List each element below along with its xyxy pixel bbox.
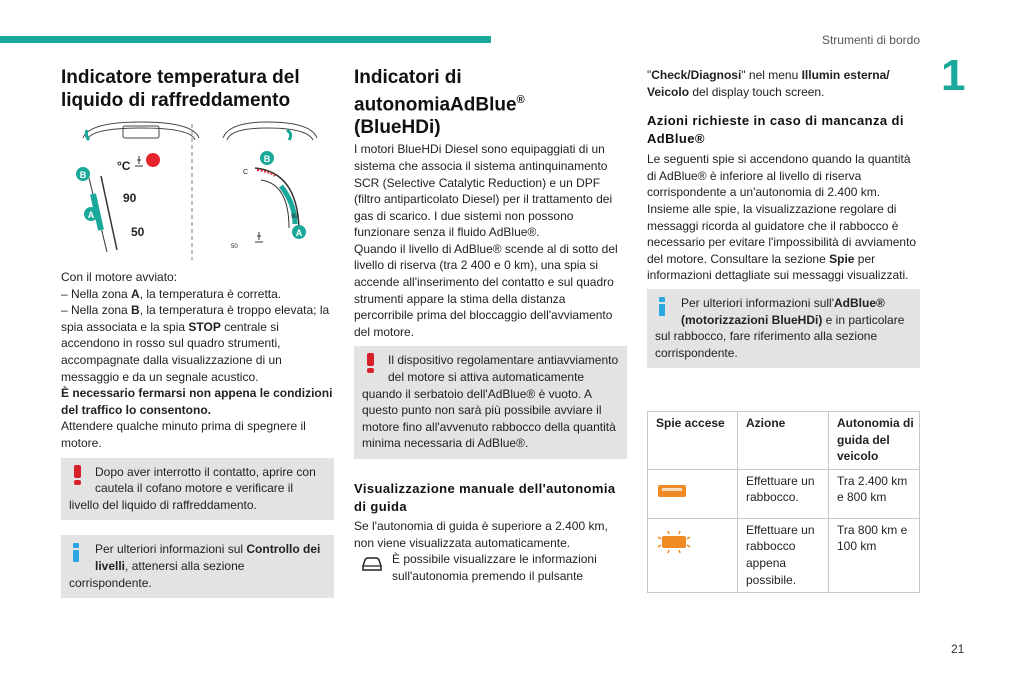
info-icon bbox=[655, 295, 681, 317]
column-adblue bbox=[354, 66, 627, 584]
svg-text:50: 50 bbox=[231, 244, 238, 250]
adblue-para3: Se l'autonomia di guida è superiore a 2.400 km, non viene visualizzata automaticamente. bbox=[354, 519, 608, 550]
coolant-warning-box: Dopo aver interrotto il contatto, aprire con cautela il cofano motore e verificare il livello del liquido di raffreddamento. bbox=[61, 458, 334, 521]
adblue-lamp-blink-cell bbox=[648, 518, 738, 592]
adblue-warning-box: Il dispositivo regolamentare antiavviamento del motore si attiva automaticamente quando il serbatoio dell'AdBlue® è vuoto. A questo punto non sarà più possibile avviare il motore fino all'avvenuto rabbocco della quantità minima necessaria di AdBlue®. bbox=[354, 346, 627, 459]
column-actions bbox=[647, 67, 920, 368]
cluster-right-icon bbox=[223, 122, 317, 140]
adblue-lamp-blinking-icon bbox=[656, 529, 692, 555]
svg-text:90: 90 bbox=[123, 191, 137, 205]
column-coolant bbox=[61, 66, 334, 598]
table-row bbox=[648, 518, 920, 592]
svg-text:C: C bbox=[243, 169, 249, 176]
page-number: 21 bbox=[951, 642, 965, 656]
svg-text:50: 50 bbox=[131, 225, 145, 239]
car-icon bbox=[360, 556, 384, 572]
adblue-title: Indicatori di autonomiaAdBlue® (BlueHDi) bbox=[354, 67, 525, 139]
action-cell: Effettuare un rabbocco appena possibile. bbox=[738, 518, 829, 592]
range-cell: Tra 800 km e 100 km bbox=[829, 518, 920, 592]
manual-display-subtitle: Visualizzazione manuale dell'autonomia di guida bbox=[354, 481, 616, 515]
table-row bbox=[648, 469, 920, 518]
table-header: Azione bbox=[738, 412, 829, 470]
adblue-para1: I motori BlueHDi Diesel sono equipaggiati di un sistema che associa il sistema antinquinamento SCR (Selective Catalytic Reduction) e un DPF (filtro antiparticolato Diesel) per il trattamento dei gas di scarico. I due sistemi non possono funzionare senza il fluido AdBlue®. bbox=[354, 142, 613, 240]
actions-para: Le seguenti spie si accendono quando la quantità di AdBlue® è inferiore al livello di riserva corrispondente a un'autonomia di 2.400 km. Insieme alle spie, la visualizzazione regolare di messaggi ricorda al guidatore che il rabbocco è necessario per evitare l'impossibilità di avviamento del motore. Consultare la sezione Spie per informazioni dettagliate sui messaggi visualizzati. bbox=[647, 152, 917, 283]
coolant-title: Indicatore temperatura del liquido di raffreddamento bbox=[61, 67, 300, 111]
range-cell: Tra 2.400 km e 800 km bbox=[829, 469, 920, 518]
warning-icon bbox=[362, 352, 388, 374]
section-title: Strumenti di bordo bbox=[821, 33, 920, 47]
actions-subtitle: Azioni richieste in caso di mancanza di AdBlue® bbox=[647, 113, 904, 147]
continued-text: "Check/Diagnosi" nel menu Illumin esterna/ Veicolo del display touch screen. bbox=[647, 68, 890, 99]
table-header-row bbox=[648, 412, 920, 470]
coolant-info-box: Per ulteriori informazioni sul Controllo dei livelli, attenersi alla sezione corrispondente. bbox=[61, 535, 334, 598]
adblue-info-box: Per ulteriori informazioni sull'AdBlue® (motorizzazioni BlueHDi) e in particolare sul rabbocco, fare riferimento alla sezione corrispondente. bbox=[647, 289, 920, 368]
coolant-figure bbox=[61, 120, 331, 270]
action-cell: Effettuare un rabbocco. bbox=[738, 469, 829, 518]
info-icon bbox=[69, 541, 95, 563]
svg-text:B: B bbox=[263, 154, 271, 164]
table-header: Spie accese bbox=[648, 412, 738, 470]
adblue-lamp-icon bbox=[656, 481, 690, 501]
car-button-note: È possibile visualizzare le informazioni sull'autonomia premendo il pulsante bbox=[354, 551, 627, 584]
warning-lamp-red bbox=[146, 153, 160, 167]
cluster-left-icon bbox=[83, 122, 199, 140]
svg-text:A: A bbox=[295, 228, 303, 238]
table-header: Autonomia di guida del veicolo bbox=[829, 412, 920, 470]
svg-text:90: 90 bbox=[291, 214, 298, 220]
svg-text:A: A bbox=[87, 210, 95, 220]
adblue-warning-table bbox=[647, 411, 920, 593]
coolant-body: Con il motore avviato: – Nella zona A, la temperatura è corretta. – Nella zona B, la temperatura è troppo elevata; la spia associata e la spia STOP centrale si accendono in rosso sul quadro strumenti, accompagnate dalla visualizzazione di un messaggio e da un segnale acustico. È necessario fermarsi non appena le condizioni del traffico lo consentono. Attendere qualche minuto prima di spegnere il motore. bbox=[61, 270, 333, 450]
warning-icon bbox=[69, 464, 95, 486]
adblue-para2: Quando il livello di AdBlue® scende al di sotto del livello di riserva (tra 2 400 e 0 km), una spia si accende all'inserimento del contatto e sul quadro strumenti appare la stima della distanza percorribile prima del bloccaggio dell'avviamento del motore. bbox=[354, 241, 618, 339]
adblue-lamp-cell bbox=[648, 469, 738, 518]
chapter-number: 1 bbox=[941, 51, 966, 100]
svg-text:°C: °C bbox=[117, 159, 131, 173]
svg-text:B: B bbox=[79, 170, 87, 180]
header-accent-bar bbox=[0, 36, 491, 43]
